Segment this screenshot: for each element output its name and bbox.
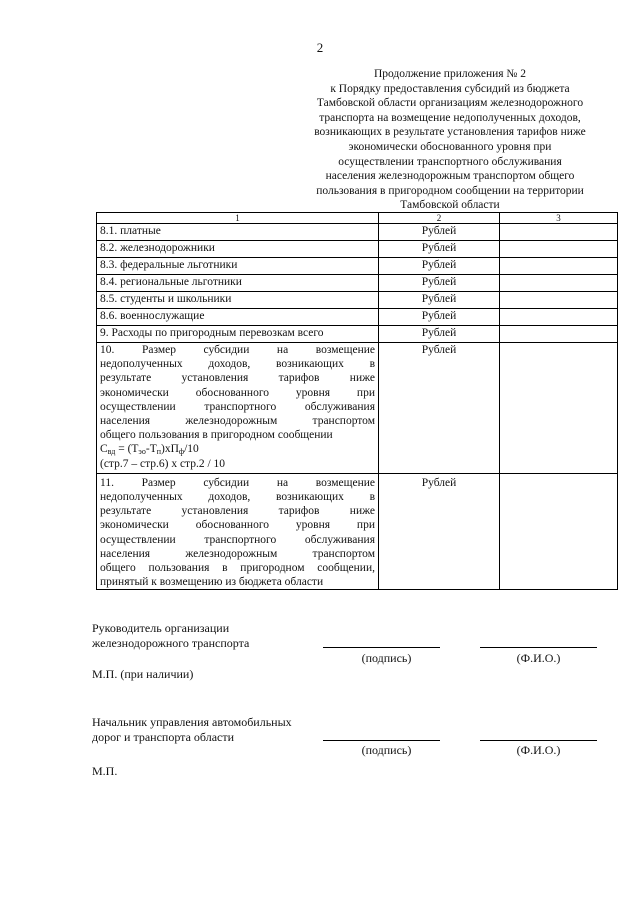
formula: $С_{вд} = (Т_{эо}-Т_п)хП_ф/10$: [100, 443, 199, 457]
table-row: [97, 258, 618, 275]
header-line: возникающих в результате установления тарифов ниже: [314, 126, 586, 139]
row-label: 8.6. военнослужащие: [97, 309, 379, 326]
row-label: 8.3. федеральные льготники: [97, 258, 379, 275]
table-row: [97, 326, 618, 343]
signature-caption: (подпись): [361, 651, 412, 665]
name-caption: (Ф.И.О.): [516, 743, 561, 757]
appendix-header: [298, 67, 602, 213]
text-line: принятый к возмещению из бюджета области: [100, 576, 324, 589]
text-line: результате установления тарифов ниже: [100, 372, 375, 385]
table-row: [97, 309, 618, 326]
text-line: недополученных доходов, возникающих в: [100, 491, 375, 504]
org-head-title: Руководитель организации железнодорожного транспорта: [92, 621, 250, 650]
subsidy-table: [96, 212, 618, 590]
row-value[interactable]: [500, 224, 618, 241]
page-number: 2: [316, 40, 324, 55]
row-value[interactable]: [500, 241, 618, 258]
dept-head-title: Начальник управления автомобильных дорог и транспорта области: [92, 715, 292, 744]
header-line: Тамбовской области: [400, 199, 500, 212]
row-value[interactable]: [500, 326, 618, 343]
row-value[interactable]: [500, 309, 618, 326]
name-line[interactable]: [480, 740, 597, 741]
row-label: 8.4. региональные льготники: [97, 275, 379, 292]
row-label: 9. Расходы по пригородным перевозкам всего: [97, 326, 379, 343]
row-unit: Рублей: [379, 326, 500, 343]
row-unit: Рублей: [379, 258, 500, 275]
table-row: [97, 292, 618, 309]
header-line: к Порядку предоставления субсидий из бюджета: [330, 82, 570, 95]
row-label: 8.2. железнодорожники: [97, 241, 379, 258]
header-line: экономически обоснованного уровня при: [348, 140, 552, 153]
table-row: [97, 241, 618, 258]
header-line: населения железнодорожным транспортом общего: [325, 170, 575, 183]
stamp-optional: М.П. (при наличии): [92, 667, 194, 681]
signature-caption: (подпись): [361, 743, 412, 757]
table-row: [97, 275, 618, 292]
header-line: осуществлении транспортного обслуживания: [338, 155, 562, 168]
column-header: 2: [379, 213, 500, 224]
stamp: М.П.: [92, 764, 118, 778]
column-header: 1: [97, 213, 379, 224]
table-row: [97, 224, 618, 241]
text-line: осуществлении транспортного обслуживания: [100, 533, 375, 546]
formula-line-2: (стр.7 – стр.6) х стр.2 / 10: [100, 457, 226, 470]
header-line: пользования в пригородном сообщении на территории: [316, 184, 584, 197]
header-line: Продолжение приложения № 2: [373, 68, 527, 80]
row-value[interactable]: [500, 473, 618, 590]
row-unit: Рублей: [379, 309, 500, 326]
table-header-row: [97, 213, 618, 224]
row-value[interactable]: [500, 275, 618, 292]
row-unit: Рублей: [379, 292, 500, 309]
signature-line[interactable]: [323, 647, 440, 648]
header-line: транспорта на возмещение недополученных доходов,: [319, 111, 581, 124]
text-line: экономически обоснованного уровня при: [100, 386, 375, 399]
row-unit: Рублей: [379, 224, 500, 241]
row-value[interactable]: [500, 343, 618, 474]
row-label: 8.1. платные: [97, 224, 379, 241]
table-row-11: [97, 473, 618, 590]
row-label: 8.5. студенты и школьники: [97, 292, 379, 309]
text-line: осуществлении транспортного обслуживания: [100, 400, 375, 413]
row-value[interactable]: [500, 258, 618, 275]
header-line: Тамбовской области организациям железнодорожного: [316, 97, 584, 110]
text-line: 10. Размер субсидии на возмещение: [100, 344, 375, 356]
text-line: результате установления тарифов ниже: [100, 505, 375, 518]
text-line: общего пользования в пригородном сообщении: [100, 429, 333, 442]
row-unit: Рублей: [379, 473, 500, 590]
text-line: экономически обоснованного уровня при: [100, 519, 375, 532]
text-line: населения железнодорожным транспортом: [100, 415, 375, 428]
text-line: общего пользования в пригородном сообщении,: [100, 562, 375, 575]
row-unit: Рублей: [379, 343, 500, 474]
row-unit: Рублей: [379, 275, 500, 292]
table-row-10: [97, 343, 618, 474]
text-line: населения железнодорожным транспортом: [100, 547, 375, 560]
row-11-description: [97, 473, 379, 590]
text-line: 11. Размер субсидии на возмещение: [100, 476, 375, 489]
row-value[interactable]: [500, 292, 618, 309]
signature-line[interactable]: [323, 740, 440, 741]
name-caption: (Ф.И.О.): [516, 651, 561, 665]
row-10-description: [97, 343, 379, 474]
text-line: недополученных доходов, возникающих в: [100, 358, 375, 371]
row-unit: Рублей: [379, 241, 500, 258]
name-line[interactable]: [480, 647, 597, 648]
column-header: 3: [500, 213, 618, 224]
